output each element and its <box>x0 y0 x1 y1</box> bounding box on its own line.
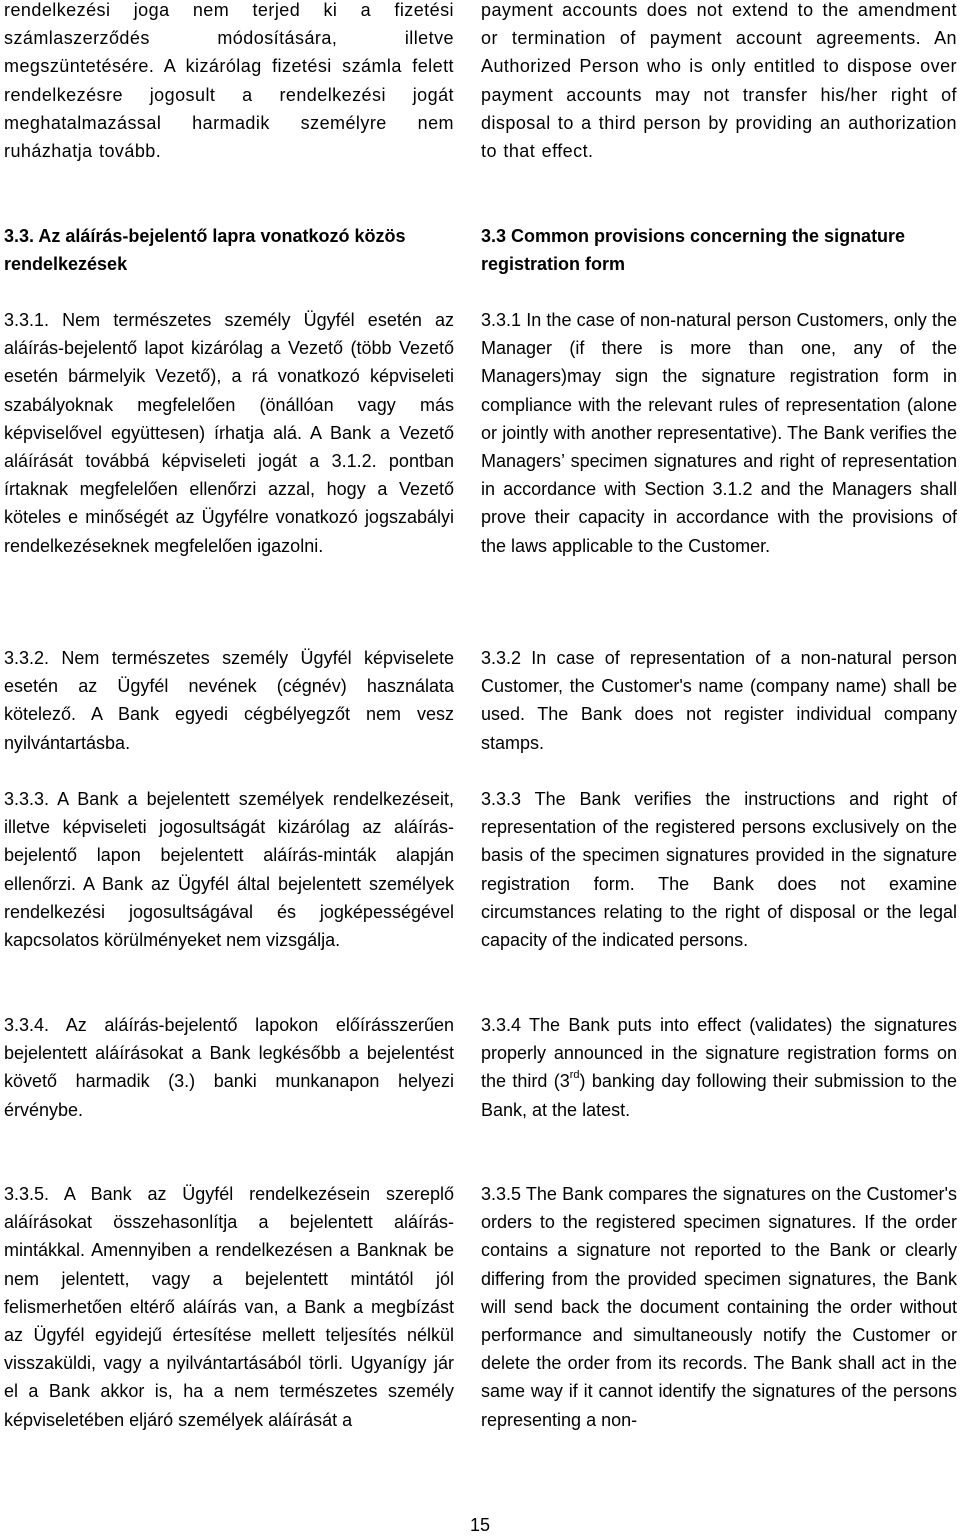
hu-paragraph-3-3-1: 3.3.1. Nem természetes személy Ügyfél esetén az aláírás-bejelentő lapot kizárólag a Vezető (több Vezető esetén bármelyik Vezető), a rá vonatkozó képviseleti szabályoknak megfelelően (önállóan vagy más képviselővel együttesen) írhatja alá. A Bank a Vezető aláírását továbbá képviseleti jogát a 3.1.2. pontban írtaknak megfelelően ellenőrzi azzal, hogy a Vezető köteles e minőségét az Ügyfélre vonatkozó jogszabályi rendelkezéseknek megfelelően igazolni. <box>4 310 454 556</box>
en-paragraph-3-3-4 <box>481 1011 957 1124</box>
hu-intro-paragraph: rendelkezési joga nem terjed ki a fizetési számlaszerződés módosítására, illetve megszüntetésére. A kizárólag fizetési számla felett rendelkezésre jogosult a rendelkezési jogát meghatalmazással harmadik személyre nem ruházhatja tovább. <box>4 0 454 162</box>
en-paragraph-3-3-5: 3.3.5 The Bank compares the signatures on the Customer's orders to the registered specimen signatures. If the order contains a signature not reported to the Bank or clearly differing from the provided specimen signatures, the Bank will send back the document containing the order without performance and simultaneously notify the Customer or delete the order from its records. The Bank shall act in the same way if it cannot identify the signatures of the persons representing a non- <box>481 1184 957 1430</box>
en-paragraph-3-3-4-text-end: ) banking day following their submission to the Bank, at the latest. <box>481 1071 958 1120</box>
en-paragraph-3-3-1: 3.3.1 In the case of non-natural person Customers, only the Manager (if there is more than one, any of the Managers)may sign the signature registration form in compliance with the relevant rules of representation (alone or jointly with another representative). The Bank verifies the Managers’ specimen signatures and right of representation in accordance with Section 3.1.2 and the Managers shall prove their capacity in accordance with the provisions of the laws applicable to the Customer. <box>481 310 957 556</box>
ordinal-suffix: rd <box>569 1069 580 1082</box>
en-section-heading: 3.3 Common provisions concerning the signature registration form <box>481 226 906 275</box>
hu-paragraph-3-3-4: 3.3.4. Az aláírás-bejelentő lapokon előírásszerűen bejelentett aláírásokat a Bank legkésőbb a bejelentést követő harmadik (3.) banki munkanapon helyezi érvénybe. <box>4 1015 454 1120</box>
en-paragraph-3-3-4-text-start: 3.3.4 The Bank puts into effect (validates) the signatures properly announced in the signature registration forms on the third (3 <box>481 1015 957 1092</box>
hu-section-heading: 3.3. Az aláírás-bejelentő lapra vonatkozó közös rendelkezések <box>4 226 406 275</box>
hu-paragraph-3-3-5: 3.3.5. A Bank az Ügyfél rendelkezésein szereplő aláírásokat összehasonlítja a bejelentett aláírás-mintákkal. Amennyiben a rendelkezésen a Banknak be nem jelentett, vagy a bejelentett mintától jól felismerhetően eltérő aláírás van, a Bank a megbízást az Ügyfél egyidejű értesítése mellett teljesítés nélkül visszaküldi, vagy a nyilvántartásából törli. Ugyanígy jár el a Bank akkor is, ha a nem természetes személy képviseletében eljáró személyek aláírását a <box>4 1184 454 1430</box>
en-intro-paragraph: payment accounts does not extend to the amendment or termination of payment account agreements. An Authorized Person who is only entitled to dispose over payment accounts may not transfer his/her right of disposal to a third person by providing an authorization to that effect. <box>481 0 957 162</box>
page-number: 15 <box>469 1515 491 1535</box>
hu-paragraph-3-3-2: 3.3.2. Nem természetes személy Ügyfél képviselete esetén az Ügyfél nevének (cégnév) használata kötelező. A Bank egyedi cégbélyegzőt nem vesz nyilvántartásba. <box>4 648 454 753</box>
hu-paragraph-3-3-3: 3.3.3. A Bank a bejelentett személyek rendelkezéseit, illetve képviseleti jogosultságát kizárólag az aláírás-bejelentő lapon bejelentett aláírás-minták alapján ellenőrzi. A Bank az Ügyfél által bejelentett személyek rendelkezési jogosultságával és jogképességével kapcsolatos körülményeket nem vizsgálja. <box>4 789 454 951</box>
en-paragraph-3-3-3: 3.3.3 The Bank verifies the instructions and right of representation of the registered persons exclusively on the basis of the specimen signatures provided in the signature registration form. The Bank does not examine circumstances relating to the right of disposal or the legal capacity of the indicated persons. <box>481 789 957 951</box>
en-paragraph-3-3-2: 3.3.2 In case of representation of a non-natural person Customer, the Customer's name (company name) shall be used. The Bank does not register individual company stamps. <box>481 648 957 753</box>
